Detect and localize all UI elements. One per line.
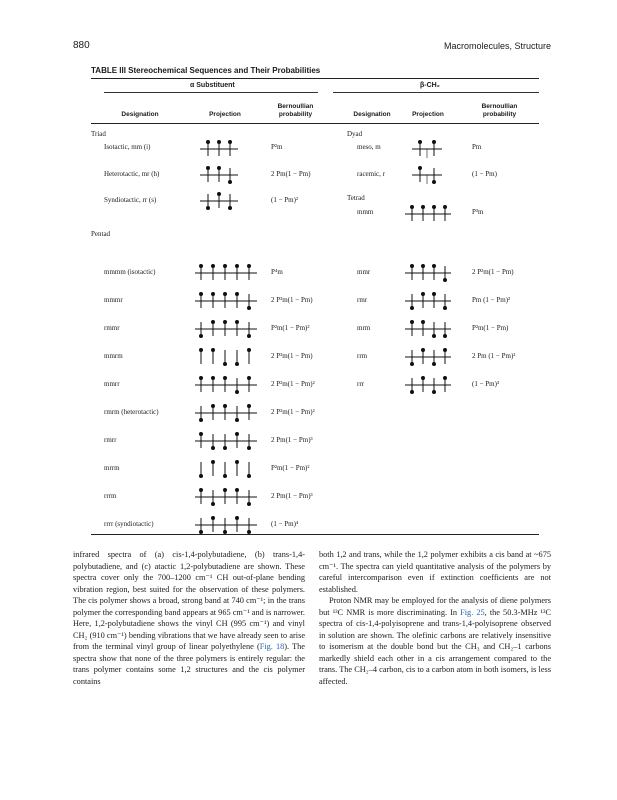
pentad-name: rrrr (syndiotactic): [104, 520, 154, 528]
running-title: Macromolecules, Structure: [443, 41, 551, 51]
triad-name: Syndiotactic, rr (s): [104, 196, 157, 204]
dyad-name: meso, m: [357, 143, 381, 151]
pentad-name: mmrr: [104, 380, 120, 388]
tetrad-prob: 2 Pm (1 − Pm)²: [472, 352, 516, 360]
tetrad-name: rrm: [357, 352, 368, 360]
left-projection-header: Projection: [209, 111, 241, 118]
page-number: 880: [73, 40, 90, 51]
pentad-label: Pentad: [91, 230, 111, 238]
tetrad-name: mmr: [357, 268, 371, 276]
pentad-prob: P⁴m: [271, 268, 283, 276]
pentad-name: mmmm (isotactic): [104, 268, 156, 276]
figure-link[interactable]: Fig. 25: [460, 607, 485, 617]
pentad-name: rmrr: [104, 436, 117, 444]
tetrad-label: Tetrad: [347, 194, 365, 202]
triad-prob: 2 Pm(1 − Pm): [271, 170, 311, 178]
left-bernoullian-header: Bernoullian probability: [277, 103, 314, 118]
pentad-prob: (1 − Pm)⁴: [271, 520, 299, 528]
body-right-paragraph-1: both 1,2 and trans, while the 1,2 polymer exhibits a cis band at ~675 cm⁻¹. The spectra can yield quantitative analysis of the polymers by careful intercomparison even if extinction coefficients are not established.: [319, 550, 551, 594]
tetrad-name: rmr: [357, 296, 368, 304]
body-left-text-end: ). The spectra show that none of the three polymers is entirely regular: the trans polymer contains some 1,2 structures and the cis polymer contains: [73, 642, 305, 686]
tetrad-prob: (1 − Pm)³: [472, 380, 500, 388]
body-right-text-end: , the 50.3-MHz ¹³C spectra of cis-1,4-polyisoprene and trans-1,4-polyisoprene observed in solution are shown. The olefinic carbons are relatively insensitive to isomerism at the double bond but the CH₃ and CH₂–1 carbons markedly shield each other in a cis arrangement compared to the trans. The CH₂–4 carbon, cis to a carbon atom in both isomers, is less affected.: [319, 607, 551, 686]
triad-label: Triad: [91, 130, 106, 138]
triad-name: Heterotactic, mr (h): [104, 170, 160, 178]
left-designation-header: Designation: [121, 111, 159, 118]
pentad-name: mmmr: [104, 296, 123, 304]
figure-link[interactable]: Fig. 18: [259, 642, 285, 651]
pentad-prob: 2 Pm(1 − Pm)³: [271, 492, 313, 500]
tetrad-prob: 2 P²m(1 − Pm): [472, 268, 514, 276]
tetrad-prob: P²m(1 − Pm): [472, 324, 509, 332]
pentad-name: rmmr: [104, 324, 120, 332]
pentad-prob: 2 P³m(1 − Pm): [271, 296, 313, 304]
pentad-prob: 2 P²m(1 − Pm)²: [271, 408, 315, 416]
tetrad-name: mrm: [357, 324, 371, 332]
dyad-name: racemic, r: [357, 170, 385, 178]
right-projection-header: Projection: [412, 111, 444, 118]
pentad-name: mrrm: [104, 464, 120, 472]
pentad-prob: 2 Pm(1 − Pm)³: [271, 436, 313, 444]
table-bottom-rule: [91, 534, 539, 535]
pentad-name: mmrm: [104, 352, 123, 360]
pentad-name: rrrm: [104, 492, 117, 500]
body-left-column: [73, 549, 305, 687]
pentad-prob: 2 P³m(1 − Pm): [271, 352, 313, 360]
tetrad-name: rrr: [357, 380, 364, 388]
body-left-text: infrared spectra of (a) cis-1,4-polybutadiene, (b) trans-1,4-polybutadiene, and (c) atactic 1,2-polybutadiene are shown. These spectra cover only the 700–1200 cm⁻¹ CH out-of-plane bending vibration region, best suited for the observation of these polymers. The cis polymer shows a broad, strong band at 740 cm⁻¹; in the trans polymer the corresponding band appears at 965 cm⁻¹ and is narrower. Here, 1,2-polybutadiene shows the vinyl CH (995 cm⁻¹) and vinyl CH₂ (910 cm⁻¹) bending vibrations that we have already seen to arise from the terminal vinyl group of linear polyethylene (: [73, 550, 305, 651]
dyad-label: Dyad: [347, 130, 363, 138]
triad-name: Isotactic, mm (i): [104, 143, 151, 151]
body-right-column: [319, 549, 551, 687]
triad-prob: (1 − Pm)²: [271, 196, 299, 204]
body-right-text: Proton NMR may be employed for the analysis of diene polymers but ¹³C NMR is more discriminating. In: [319, 596, 551, 617]
right-designation-header: Designation: [353, 111, 391, 118]
table-caption: TABLE III Stereochemical Sequences and Their Probabilities: [91, 66, 321, 75]
dyad-prob: Pm: [472, 143, 482, 151]
pentad-prob: P²m(1 − Pm)²: [271, 464, 310, 472]
pentad-prob: 2 P²m(1 − Pm)²: [271, 380, 315, 388]
right-bernoullian-header: Bernoullian probability: [481, 103, 518, 118]
pentad-name: rmrm (heterotactic): [104, 408, 159, 416]
tetrad-prob: Pm (1 − Pm)²: [472, 296, 511, 304]
right-group-title: β-CH₂: [420, 82, 440, 89]
pentad-prob: P²m(1 − Pm)²: [271, 324, 310, 332]
left-group-title: α Substituent: [190, 82, 235, 89]
triad-prob: P²m: [271, 143, 283, 151]
dyad-prob: (1 − Pm): [472, 170, 497, 178]
tetrad-name: mmm: [357, 208, 374, 216]
tetrad-prob: P³m: [472, 208, 484, 216]
